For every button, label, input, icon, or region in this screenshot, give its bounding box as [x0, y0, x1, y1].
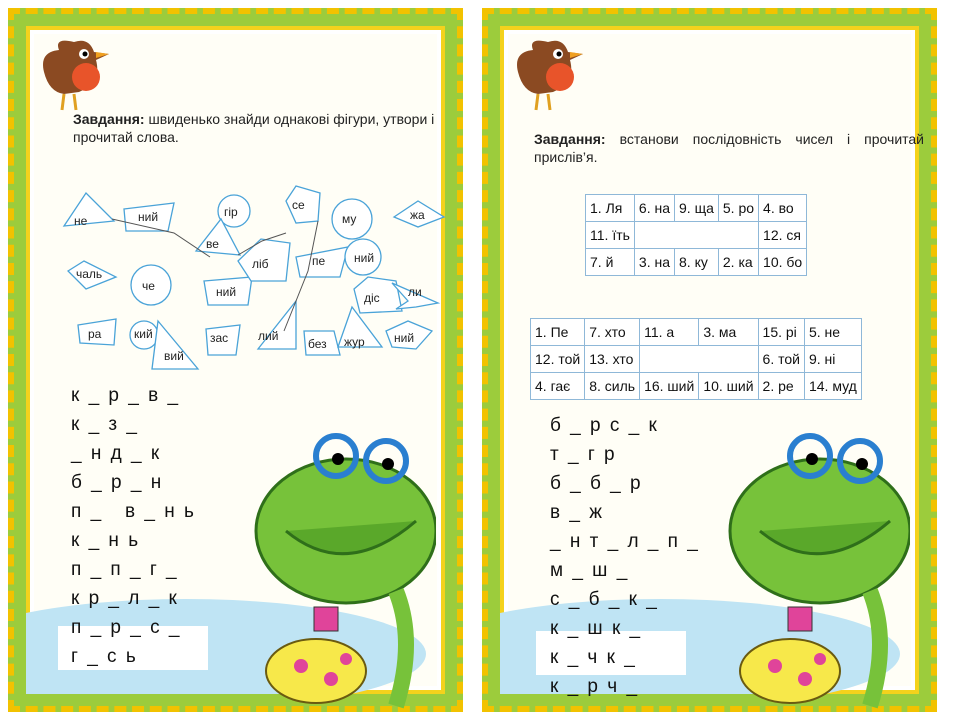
shape-label: ра: [88, 327, 102, 341]
list-item: к _ ч к _: [550, 647, 637, 668]
table-cell: 6. на: [634, 195, 674, 222]
number-table-1: [585, 194, 807, 276]
list-item: с _ б _ к _: [550, 589, 659, 610]
task-text: швиденько знайди однакові фігури, утвори і прочитай слова.: [73, 111, 435, 145]
table-cell: 1. Ля: [586, 195, 635, 222]
shape-label: не: [74, 214, 88, 228]
list-item: п _ р _ с _: [71, 617, 182, 638]
letter-puzzles-list: [550, 411, 700, 701]
table-cell: 1. Пе: [531, 319, 585, 346]
list-item: _ н д _ к: [71, 443, 162, 464]
left-worksheet-page: [8, 8, 463, 712]
shape-label: ве: [206, 237, 219, 251]
list-item: в _ ж: [550, 502, 604, 523]
table-cell: 4. во: [759, 195, 807, 222]
shape-label: чаль: [76, 267, 103, 281]
table-cell: 9. ні: [804, 346, 861, 373]
table-cell: 10. бо: [759, 249, 807, 276]
shape-label: ліб: [252, 257, 269, 271]
number-table-2: [530, 318, 862, 400]
table-cell: 8. ку: [675, 249, 719, 276]
table-cell-empty: [640, 346, 758, 373]
shape-label: се: [292, 198, 305, 212]
table-cell: 12. ся: [759, 222, 807, 249]
table-cell: 9. ща: [675, 195, 719, 222]
table-cell: 11. а: [640, 319, 699, 346]
table-cell: 4. гає: [531, 373, 585, 400]
task-instruction: [73, 110, 453, 146]
list-item: к _ н ь: [71, 530, 141, 551]
task-label: Завдання:: [73, 111, 145, 127]
shape-label: зас: [210, 331, 229, 345]
list-item: м _ ш _: [550, 560, 630, 581]
task-label: Завдання:: [534, 131, 606, 147]
shape-label: че: [142, 279, 155, 293]
frog-illustration: [720, 421, 910, 711]
list-item: п _ в _ н ь: [71, 501, 196, 522]
shape-label: ний: [138, 210, 159, 224]
list-item: к _ з _: [71, 414, 139, 435]
shapes-area: [56, 181, 456, 381]
table-cell: 5. не: [804, 319, 861, 346]
shape-label: вий: [164, 349, 184, 363]
table-cell-empty: [634, 222, 758, 249]
shape-label: діс: [364, 291, 380, 305]
shape-label: ний: [394, 331, 415, 345]
right-worksheet-page: [482, 8, 937, 712]
list-item: к р _ л _ к: [71, 588, 179, 609]
shape-label: ний: [354, 251, 375, 265]
shape-label: пе: [312, 254, 326, 268]
list-item: к _ р _ в _: [71, 385, 181, 406]
shape-label: без: [308, 337, 327, 351]
table-cell: 10. ший: [699, 373, 758, 400]
frog-illustration: [246, 421, 436, 711]
bird-icon: [508, 32, 588, 112]
shape-1: [64, 193, 114, 226]
shape-label: гір: [224, 205, 238, 219]
table-cell: 2. ка: [718, 249, 758, 276]
list-item: б _ б _ р: [550, 473, 643, 494]
table-cell: 15. рі: [758, 319, 804, 346]
table-cell: 3. на: [634, 249, 674, 276]
table-cell: 5. ро: [718, 195, 758, 222]
table-cell: 11. їть: [586, 222, 635, 249]
shape-label: ли: [408, 285, 422, 299]
table-cell: 6. той: [758, 346, 804, 373]
list-item: б _ р _ н: [71, 472, 164, 493]
shape-label: жа: [410, 208, 425, 222]
shape-label: лий: [258, 329, 279, 343]
table-cell: 16. ший: [640, 373, 699, 400]
bird-icon: [34, 32, 114, 112]
list-item: г _ с ь: [71, 646, 138, 667]
list-item: т _ г р: [550, 444, 617, 465]
task-instruction: [534, 130, 924, 166]
shape-label: ний: [216, 285, 237, 299]
list-item: п _ п _ г _: [71, 559, 179, 580]
table-cell: 13. хто: [585, 346, 640, 373]
list-item: _ н т _ л _ п _: [550, 531, 700, 552]
shape-label: му: [342, 212, 357, 226]
list-item: к _ ш к _: [550, 618, 643, 639]
shapes-drawing: [56, 181, 456, 381]
shape-label: жур: [344, 335, 365, 349]
table-cell: 12. той: [531, 346, 585, 373]
table-cell: 3. ма: [699, 319, 758, 346]
table-cell: 14. муд: [804, 373, 861, 400]
table-cell: 8. силь: [585, 373, 640, 400]
task-text: встанови послідовність чисел і прочитай прислів’я.: [534, 131, 925, 165]
list-item: б _ р с _ к: [550, 415, 659, 436]
letter-puzzles-list: [71, 381, 196, 671]
table-cell: 7. й: [586, 249, 635, 276]
table-cell: 2. ре: [758, 373, 804, 400]
shape-label: кий: [134, 327, 153, 341]
list-item: к _ р ч _: [550, 676, 640, 697]
table-cell: 7. хто: [585, 319, 640, 346]
